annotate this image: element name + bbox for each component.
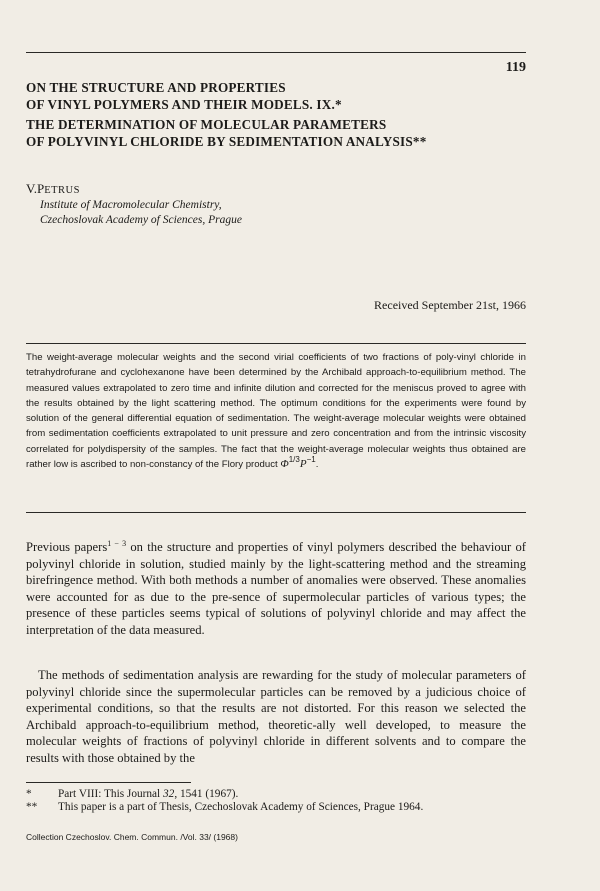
- body-text: Previous papers: [26, 540, 108, 554]
- footnote: [26, 801, 423, 813]
- author-surname: ETRUS: [44, 185, 80, 196]
- title-line: OF POLYVINYL CHLORIDE BY SEDIMENTATION ANALYSIS**: [26, 133, 427, 149]
- author-initial: V.P: [26, 181, 45, 196]
- header-rule: [26, 52, 526, 53]
- body-text: on the structure and properties of vinyl polymers described the behaviour of polyvinyl chloride in solution, studied mainly by the light-scattering method and the streaming birefringence method. With both methods a number of anomalies were observed. These anomalies were accounted for as due to the pre-sence of supermolecular particles of various types; the presence of these particles seems typical of solutions of polyvinyl chloride and may affect the interpretation of the data measured.: [26, 540, 526, 637]
- abstract-bottom-rule: [26, 512, 526, 513]
- footnote-mark: **: [26, 801, 38, 813]
- abstract-end: .: [315, 459, 319, 471]
- body-paragraph: [26, 539, 526, 639]
- body-text: The methods of sedimentation analysis are rewarding for the study of molecular parameters of polyvinyl chloride since the supermolecular particles can be removed by a judicious choice of experimental conditions, so that the results are not distorted. For this reason we selected the Archibald approach-to-equilibrium method, theoretic-ally well developed, to measure the molecular weights of fractions of polyvinyl chloride in different solvents and to compare the results with those obtained by the: [26, 668, 526, 765]
- body-paragraph: [26, 667, 526, 767]
- abstract-top-rule: [26, 343, 526, 344]
- formula-p: P: [299, 458, 307, 471]
- title-line: ON THE STRUCTURE AND PROPERTIES: [26, 80, 286, 95]
- formula-phi: Φ: [280, 458, 289, 471]
- footnote: [26, 788, 238, 800]
- title-line: OF VINYL POLYMERS AND THEIR MODELS. IX.*: [26, 96, 342, 112]
- citation: 1 − 3: [107, 539, 127, 548]
- title-part-2: [26, 117, 546, 150]
- abstract-text: The weight-average molecular weights and the second virial coefficients of two fractions of poly-vinyl chloride in tetrahydrofurane and cyclohexanone have been determined by the Archibald approach-to-equilibrium method. The measured values extrapolated to zero time and infinite dilution and corrected for the meniscus proved to agree with the results obtained by the light scattering method. The optimum conditions for the experiments were found by solution of the general differential equation of sedimentation. The weight-average molecular weights were obtained from sedimentation coefficients extrapolated to unit pressure and zero concentration and from the intrinsic viscosity correlated for polydispersity of the samples. The fact that the weight-average molecular weights thus obtained are rather low is ascribed to non-constancy of the Flory product: [26, 352, 526, 471]
- footnote-text: Part VIII: This Journal: [58, 788, 164, 800]
- formula-exponent: −1: [306, 455, 316, 465]
- received-date: Received September 21st, 1966: [374, 298, 526, 312]
- title-line: THE DETERMINATION OF MOLECULAR PARAMETERS: [26, 117, 387, 132]
- footnote-mark: *: [26, 788, 32, 800]
- footnote-rule: [26, 782, 191, 783]
- footnote-text: , 1541 (1967).: [174, 788, 239, 800]
- author: [26, 181, 80, 197]
- page-number: 119: [505, 60, 526, 75]
- footnote-volume: 32: [163, 788, 175, 800]
- abstract: [26, 350, 526, 472]
- footnote-text: This paper is a part of Thesis, Czechoslovak Academy of Sciences, Prague 1964.: [58, 801, 424, 813]
- formula-exponent: 1/3: [288, 455, 300, 465]
- journal-footer: Collection Czechoslov. Chem. Commun. /Vol. 33/ (1968): [26, 832, 238, 842]
- affiliation-line: Institute of Macromolecular Chemistry,: [40, 199, 222, 211]
- title-part-1: [26, 80, 546, 113]
- affiliation-line: Czechoslovak Academy of Sciences, Prague: [40, 214, 242, 226]
